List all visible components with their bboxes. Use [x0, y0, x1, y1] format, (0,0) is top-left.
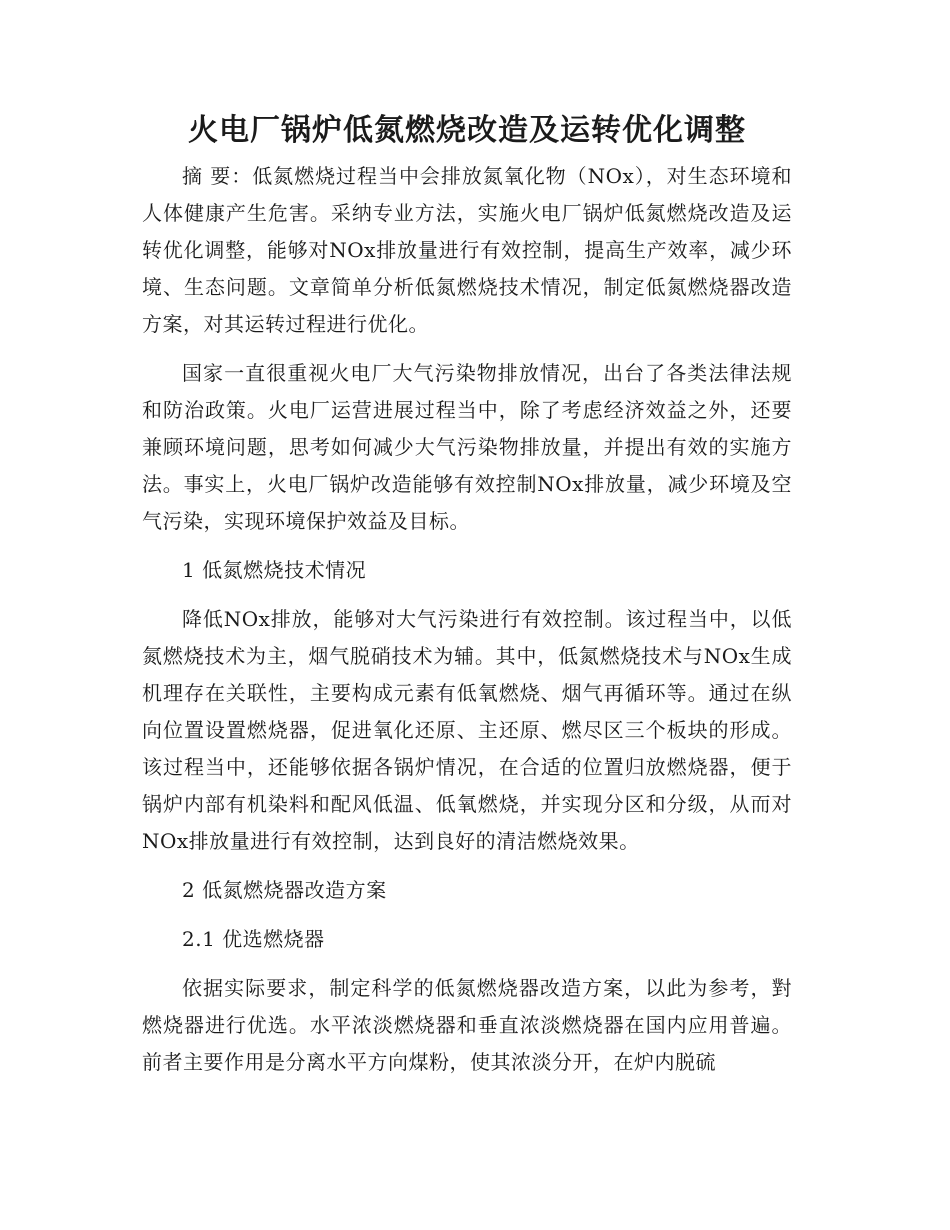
intro-paragraph: 国家一直很重视火电厂大气污染物排放情况，出台了各类法律法规和防治政策。火电厂运营进展过程当中，除了考虑经济效益之外，还要兼顾环境问题，思考如何减少大气污染物排放量，并提出有效的实施方法。事实上，火电厂锅炉改造能够有效控制NOx排放量，减少环境及空气污染，实现环境保护效益及目标。 [142, 361, 792, 533]
section-2-1-heading: 2.1 优选燃烧器 [182, 927, 325, 951]
section-2-1-body: 依据实际要求，制定科学的低氮燃烧器改造方案，以此为参考，對燃烧器进行优选。水平浓淡燃烧器和垂直浓淡燃烧器在国内应用普遍。前者主要作用是分离水平方向煤粉，使其浓淡分开，在炉内脱硫 [142, 976, 792, 1074]
section-1-heading: 1 低氮燃烧技术情况 [182, 558, 367, 582]
section-2-heading: 2 低氮燃烧器改造方案 [182, 878, 387, 902]
section-1-body: 降低NOx排放，能够对大气污染进行有效控制。该过程当中，以低氮燃烧技术为主，烟气脱硝技术为辅。其中，低氮燃烧技术与NOx生成机理存在关联性，主要构成元素有低氧燃烧、烟气再循环等。通过在纵向位置设置燃烧器，促进氧化还原、主还原、燃尽区三个板块的形成。该过程当中，还能够依据各锅炉情况，在合适的位置归放燃烧器，便于锅炉内部有机染料和配风低温、低氧燃烧，并实现分区和分级，从而对NOx排放量进行有效控制，达到良好的清洁燃烧效果。 [142, 607, 792, 853]
document-page [142, 108, 792, 1081]
abstract-paragraph: 摘 要：低氮燃烧过程当中会排放氮氧化物（NOx），对生态环境和人体健康产生危害。采纳专业方法，实施火电厂锅炉低氮燃烧改造及运转优化调整，能够对NOx排放量进行有效控制，提高生产效率，减少环境、生态问题。文章简单分析低氮燃烧技术情况，制定低氮燃烧器改造方案，对其运转过程进行优化。 [142, 164, 792, 336]
document-title: 火电厂锅炉低氮燃烧改造及运转优化调整 [188, 113, 746, 148]
